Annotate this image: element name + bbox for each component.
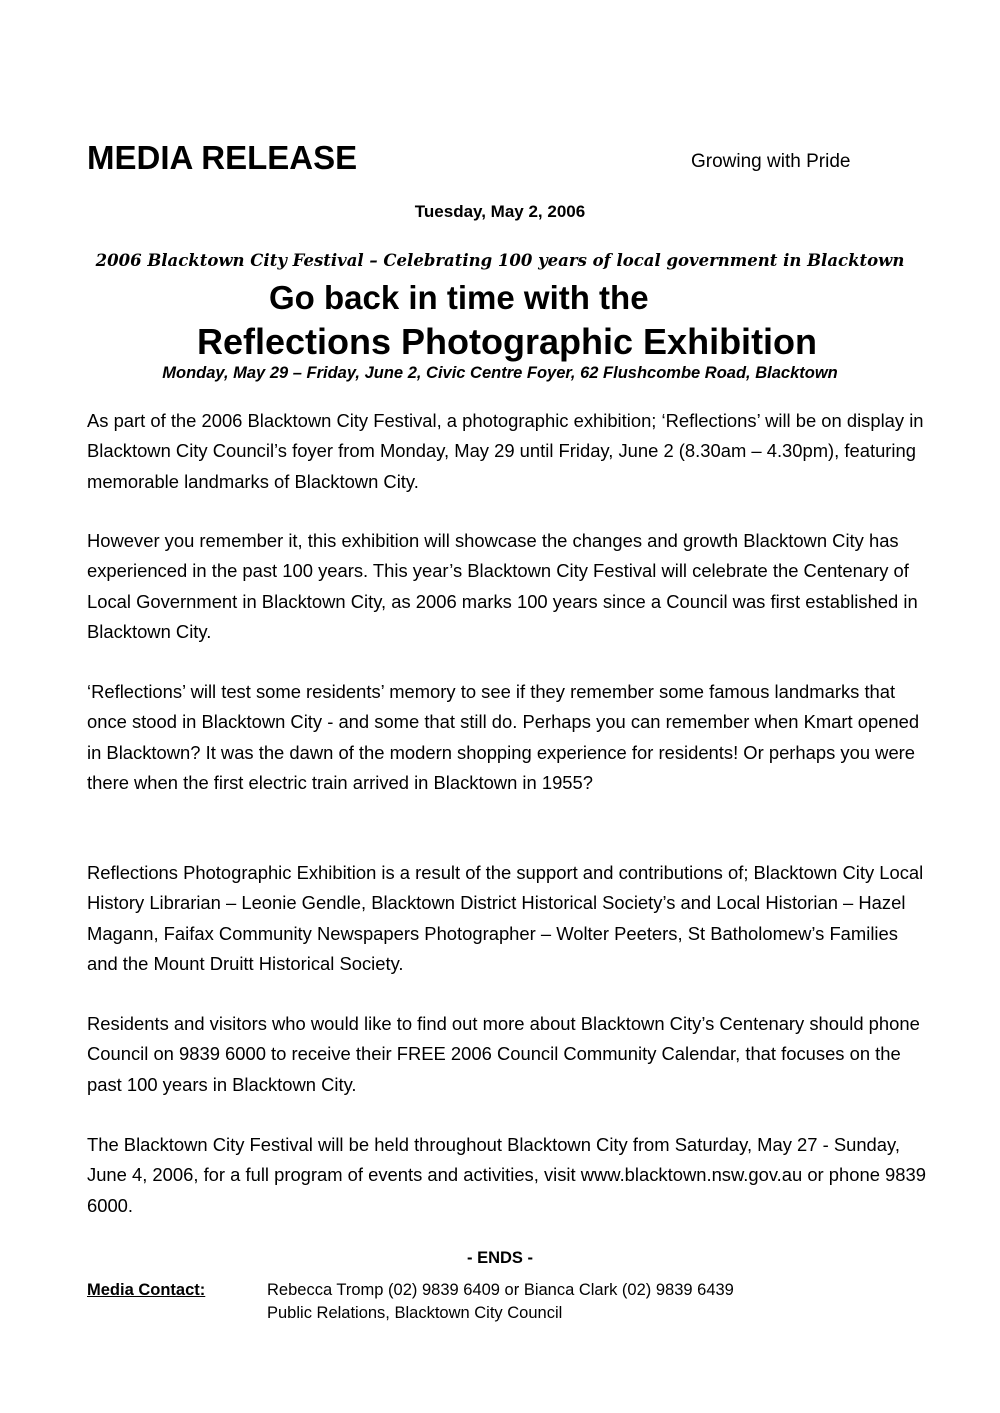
body-paragraph-2: However you remember it, this exhibition will showcase the changes and growth Blacktown City has experienced in the past 100 years. This year’s Blacktown City Festival will celebrate the Centenary of Local Government in Blacktown City, as 2006 marks 100 years since a Council was first established in Blacktown City.	[87, 530, 918, 642]
body-paragraph-1: As part of the 2006 Blacktown City Festival, a photographic exhibition; ‘Reflections’ will be on display in Blacktown City Council’s foyer from Monday, May 29 until Friday, June 2 (8.30am – 4.30pm), featuring memorable landmarks of Blacktown City.	[87, 410, 924, 492]
body-paragraph-5: Residents and visitors who would like to find out more about Blacktown City’s Centenary should phone Council on 9839 6000 to receive their FREE 2006 Council Community Calendar, that focuses on the past 100 years in Blacktown City.	[87, 1013, 920, 1095]
release-date: Tuesday, May 2, 2006	[414, 202, 586, 221]
media-contact-organisation: Public Relations, Blacktown City Council	[267, 1304, 563, 1322]
body-paragraph-4: Reflections Photographic Exhibition is a result of the support and contributions of; Blacktown City Local History Librarian – Leonie Gendle, Blacktown District Historical Society’s and Local Historian – Hazel Magann, Faifax Community Newspapers Photographer – Wolter Peeters, St Batholomew’s Families and the Mount Druitt Historical Society.	[87, 862, 924, 974]
media-contact-names: Rebecca Tromp (02) 9839 6409 or Bianca Clark (02) 9839 6439	[267, 1281, 734, 1299]
body-paragraph-3: ‘Reflections’ will test some residents’ memory to see if they remember some famous landmarks that once stood in Blacktown City - and some that still do. Perhaps you can remember when Kmart opened in Blacktown? It was the dawn of the modern shopping experience for residents! Or perhaps you were there when the first electric train arrived in Blacktown in 1955?	[87, 681, 920, 793]
tagline: Growing with Pride	[691, 151, 851, 172]
media-contact-label: Media Contact:	[87, 1281, 206, 1299]
headline-line-1: Go back in time with the	[269, 279, 649, 316]
document-title: MEDIA RELEASE	[87, 139, 358, 176]
event-details: Monday, May 29 – Friday, June 2, Civic Centre Foyer, 62 Flushcombe Road, Blacktown	[162, 364, 838, 382]
body-paragraph-6: The Blacktown City Festival will be held throughout Blacktown City from Saturday, May 27 - Sunday, June 4, 2006, for a full program of events and activities, visit www.blacktown.nsw.gov.au or phone 9839 6000.	[87, 1134, 926, 1216]
ends-marker: - ENDS -	[467, 1249, 533, 1267]
festival-subtitle: 2006 Blacktown City Festival – Celebrating 100 years of local government in Blacktown	[95, 251, 905, 270]
headline-line-2: Reflections Photographic Exhibition	[197, 321, 818, 362]
